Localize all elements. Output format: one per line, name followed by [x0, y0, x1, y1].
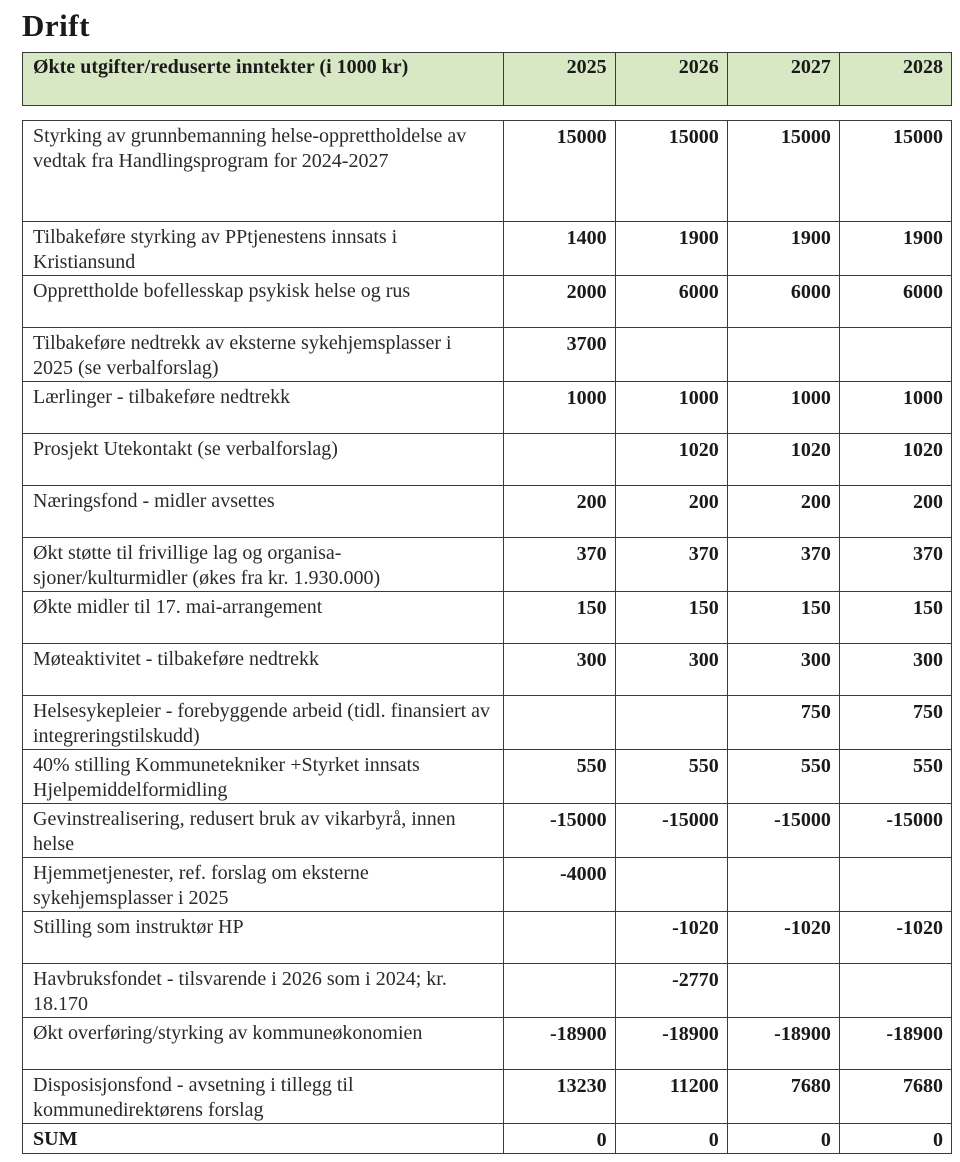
row-value: 7680: [839, 1070, 951, 1124]
row-value: -15000: [503, 804, 615, 858]
row-value: -1020: [727, 912, 839, 964]
row-label: Prosjekt Utekontakt (se verbalforslag): [23, 434, 504, 486]
row-label: Økt støtte til frivillige lag og organisa-sjoner/kulturmidler (økes fra kr. 1.930.000): [23, 538, 504, 592]
table-row: [23, 858, 952, 912]
row-label: Tilbakeføre nedtrekk av eksterne sykehjemsplasser i 2025 (se verbalforslag): [23, 328, 504, 382]
row-value: 300: [727, 644, 839, 696]
row-value: [615, 858, 727, 912]
table-row: [23, 912, 952, 964]
row-label: Næringsfond - midler avsettes: [23, 486, 504, 538]
row-label: Havbruksfondet - tilsvarende i 2026 som i 2024; kr. 18.170: [23, 964, 504, 1018]
sum-value: 0: [503, 1124, 615, 1154]
row-value: [503, 696, 615, 750]
header-year: 2028: [839, 53, 951, 106]
row-value: 200: [839, 486, 951, 538]
row-label: Stilling som instruktør HP: [23, 912, 504, 964]
table-row: [23, 328, 952, 382]
row-value: [503, 912, 615, 964]
row-label: Tilbakeføre styrking av PPtjenestens innsats i Kristiansund: [23, 222, 504, 276]
row-value: 750: [839, 696, 951, 750]
row-value: -15000: [615, 804, 727, 858]
row-value: 1020: [727, 434, 839, 486]
row-value: -4000: [503, 858, 615, 912]
row-value: 550: [839, 750, 951, 804]
header-label: Økte utgifter/reduserte inntekter (i 1000 kr): [23, 53, 504, 106]
row-value: 1000: [839, 382, 951, 434]
row-value: 1000: [503, 382, 615, 434]
table-row: [23, 804, 952, 858]
row-value: 300: [615, 644, 727, 696]
table-row: [23, 964, 952, 1018]
row-label: Hjemmetjenester, ref. forslag om eksterne sykehjemsplasser i 2025: [23, 858, 504, 912]
row-value: [839, 328, 951, 382]
row-value: [615, 696, 727, 750]
table-row: [23, 1018, 952, 1070]
page-title: Drift: [22, 8, 90, 43]
row-value: -18900: [615, 1018, 727, 1070]
row-value: 370: [615, 538, 727, 592]
row-value: [727, 328, 839, 382]
row-value: -15000: [839, 804, 951, 858]
row-value: 13230: [503, 1070, 615, 1124]
table-row: [23, 382, 952, 434]
row-label: 40% stilling Kommunetekniker +Styrket innsats Hjelpemiddelformidling: [23, 750, 504, 804]
row-value: 370: [839, 538, 951, 592]
table-row: [23, 121, 952, 222]
row-label: Opprettholde bofellesskap psykisk helse og rus: [23, 276, 504, 328]
row-value: 1000: [615, 382, 727, 434]
row-value: 2000: [503, 276, 615, 328]
row-value: -15000: [727, 804, 839, 858]
table-row: [23, 592, 952, 644]
table-row: [23, 750, 952, 804]
row-value: 150: [503, 592, 615, 644]
row-value: -18900: [727, 1018, 839, 1070]
table-row: [23, 538, 952, 592]
row-value: 1900: [839, 222, 951, 276]
row-value: -18900: [503, 1018, 615, 1070]
row-label: Gevinstrealisering, redusert bruk av vikarbyrå, innen helse: [23, 804, 504, 858]
row-value: 300: [503, 644, 615, 696]
row-value: [727, 964, 839, 1018]
table-row: [23, 644, 952, 696]
row-value: 370: [503, 538, 615, 592]
row-value: 1900: [615, 222, 727, 276]
row-value: 6000: [727, 276, 839, 328]
row-value: [839, 964, 951, 1018]
row-label: Helsesykepleier - forebyggende arbeid (tidl. finansiert av integreringstilskudd): [23, 696, 504, 750]
sum-value: 0: [615, 1124, 727, 1154]
table-row: [23, 486, 952, 538]
row-value: 6000: [839, 276, 951, 328]
sum-value: 0: [839, 1124, 951, 1154]
row-value: 1020: [615, 434, 727, 486]
row-value: 1400: [503, 222, 615, 276]
table-row: [23, 1070, 952, 1124]
budget-table: [22, 120, 952, 1154]
row-value: 200: [727, 486, 839, 538]
row-value: 150: [615, 592, 727, 644]
row-value: 15000: [503, 121, 615, 222]
row-value: 11200: [615, 1070, 727, 1124]
row-label: Økte midler til 17. mai-arrangement: [23, 592, 504, 644]
header-year: 2026: [615, 53, 727, 106]
row-value: 15000: [615, 121, 727, 222]
row-label: Økt overføring/styrking av kommuneøkonomien: [23, 1018, 504, 1070]
row-value: 200: [503, 486, 615, 538]
row-value: 150: [727, 592, 839, 644]
row-value: [503, 964, 615, 1018]
sum-row: [23, 1124, 952, 1154]
row-value: 550: [503, 750, 615, 804]
row-value: [503, 434, 615, 486]
row-value: 1900: [727, 222, 839, 276]
row-value: -1020: [839, 912, 951, 964]
sum-value: 0: [727, 1124, 839, 1154]
row-label: Møteaktivitet - tilbakeføre nedtrekk: [23, 644, 504, 696]
header-year: 2027: [727, 53, 839, 106]
table-row: [23, 222, 952, 276]
row-value: -2770: [615, 964, 727, 1018]
row-value: 15000: [727, 121, 839, 222]
row-value: 300: [839, 644, 951, 696]
row-value: 7680: [727, 1070, 839, 1124]
table-header: [22, 52, 952, 106]
table-row: [23, 276, 952, 328]
row-value: 150: [839, 592, 951, 644]
table-row: [23, 696, 952, 750]
row-value: [727, 858, 839, 912]
row-label: Lærlinger - tilbakeføre nedtrekk: [23, 382, 504, 434]
row-value: 550: [615, 750, 727, 804]
row-value: 1020: [839, 434, 951, 486]
header-year: 2025: [503, 53, 615, 106]
sum-label: SUM: [23, 1124, 504, 1154]
row-label: Styrking av grunnbemanning helse-opprettholdelse av vedtak fra Handlingsprogram for 2024-2027: [23, 121, 504, 222]
row-value: 370: [727, 538, 839, 592]
row-value: [615, 328, 727, 382]
row-value: -1020: [615, 912, 727, 964]
row-value: 15000: [839, 121, 951, 222]
row-value: 6000: [615, 276, 727, 328]
row-value: 200: [615, 486, 727, 538]
row-value: 550: [727, 750, 839, 804]
row-value: 3700: [503, 328, 615, 382]
row-label: Disposisjonsfond - avsetning i tillegg til kommunedirektørens forslag: [23, 1070, 504, 1124]
table-row: [23, 434, 952, 486]
row-value: [839, 858, 951, 912]
row-value: 1000: [727, 382, 839, 434]
row-value: -18900: [839, 1018, 951, 1070]
row-value: 750: [727, 696, 839, 750]
